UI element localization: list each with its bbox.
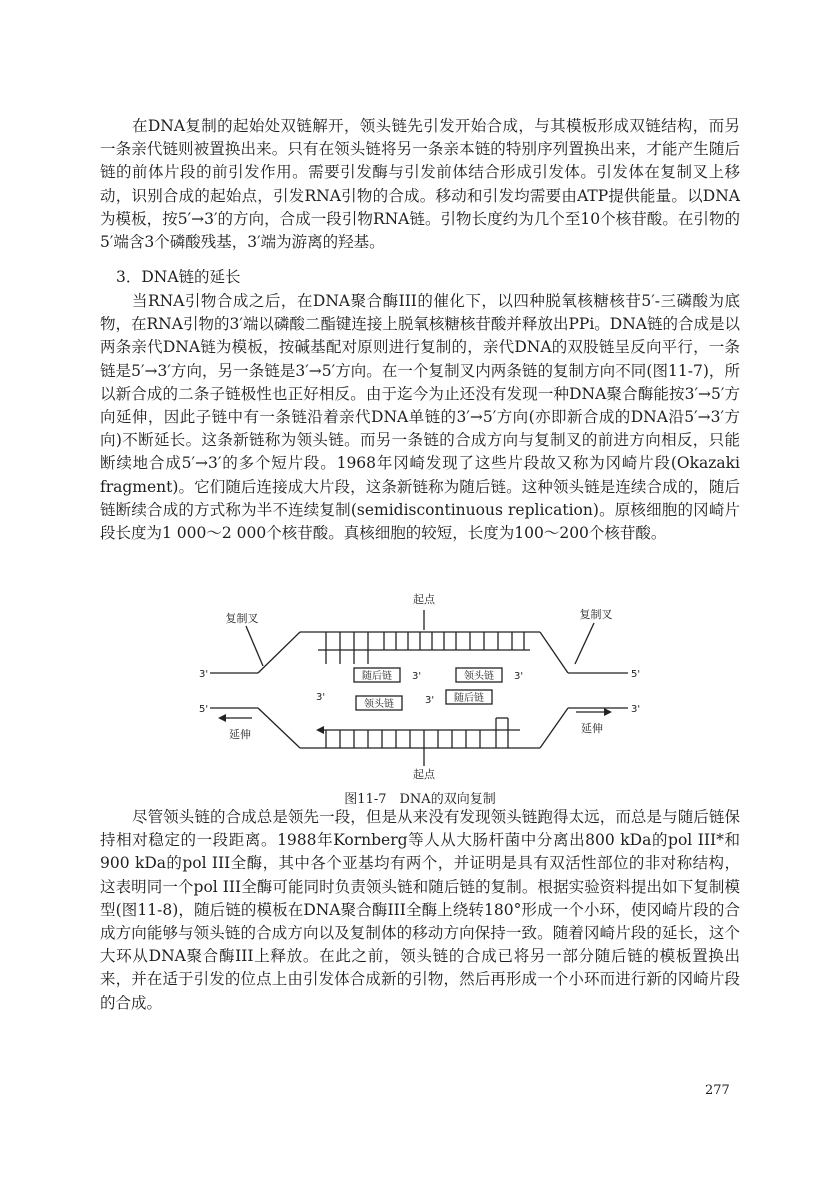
fork-label-left: 复制叉 xyxy=(225,612,259,625)
fork-label-right: 复制叉 xyxy=(579,608,613,621)
label-lagging-strand-top: 随后链 xyxy=(362,671,392,682)
mark-3-bottom-left: 3' xyxy=(316,692,326,703)
label-lagging-strand-bottom: 随后链 xyxy=(454,693,484,704)
mark-3-top-right: 3' xyxy=(514,671,524,682)
label-leading-strand-top: 领头链 xyxy=(464,671,494,682)
paragraph-2: 当RNA引物合成之后，在DNA聚合酶III的催化下，以四种脱氧核糖核苷5′-三磷酸为底物，在RNA引物的3′端以磷酸二酯键连接上脱氧核糖核苷酸并释放出PPi。DNA链的合成是以两条亲代DNA链为模板，按碱基配对原则进行复制的，亲代DNA的双股链呈反向平行，一条链是5′→3′方向，另一条链是3′→5′方向。在一个复制叉内两条链的复制方向不同(图11-7)，所以新合成的二条子链极性也正好相反。由于迄今为止还没有发现一种DNA聚合酶能按3′→5′方向延伸，因此子链中有一条链沿着亲代DNA单链的3′→5′方向(亦即新合成的DNA沿5′→3′方向)不断延长。这条新链称为领头链。而另一条链的合成方向与复制叉的前进方向相反，只能断续地合成5′→3′的多个短片段。1968年冈崎发现了这些片段故又称为冈崎片段(Okazaki fragment)。它们随后连接成大片段，这条新链称为随后链。这种领头链是连续合成的，随后链断续合成的方式称为半不连续复制(semidiscontinuous replication)。原核细胞的冈崎片段长度为1 000～2 000个核苷酸。真核细胞的较短，长度为100～200个核苷酸。 xyxy=(100,292,740,543)
elongation-label-left: 延伸 xyxy=(229,728,251,741)
end-label-5-left-bottom: 5' xyxy=(199,704,209,715)
page-number: 277 xyxy=(705,1083,730,1098)
mark-3-top-mid: 3' xyxy=(412,671,422,682)
dna-replication-figure xyxy=(190,590,650,786)
paragraph-3: 尽管领头链的合成总是领先一段，但是从来没有发现领头链跑得太远，而总是与随后链保持相对稳定的一段距离。1988年Kornberg等人从大肠杆菌中分离出800 kDa的pol III*和900 kDa的pol III全酶，其中各个亚基均有两个，并证明是具有双活性部位的非对称结构，这表明同一个pol III全酶可能同时负责领头链和随后链的复制。根据实验资料提出如下复制模型(图11-8)，随后链的模板在DNA聚合酶III全酶上绕转180°形成一个小环，使冈崎片段的合成方向能够与领头链的合成方向以及复制体的移动方向保持一致。随着冈崎片段的延长，这个大环从DNA聚合酶III上释放。在此之前，领头链的合成已将另一部分随后链的模板置换出来，并在适于引发的位点上由引发体合成新的引物，然后再形成一个小环而进行新的冈崎片段的合成。 xyxy=(100,808,740,1012)
paragraph-1: 在DNA复制的起始处双链解开，领头链先引发开始合成，与其模板形成双链结构，而另一条亲代链则被置换出来。只有在领头链将另一条亲本链的特别序列置换出来，才能产生随后链的前体片段的前引发作用。需要引发酶与引发前体结合形成引发体。引发体在复制叉上移动，识别合成的起始点，引发RNA引物的合成。移动和引发均需要由ATP提供能量。以DNA为模板，按5′→3′的方向，合成一段引物RNA链。引物长度约为几个至10个核苷酸。在引物的5′端含3个磷酸残基，3′端为游离的羟基。 xyxy=(100,117,740,252)
section-heading: 3．DNA链的延长 xyxy=(116,268,241,286)
elongation-label-right: 延伸 xyxy=(581,722,603,735)
mark-3-bottom-mid: 3' xyxy=(425,695,435,706)
end-label-5-right-top: 5' xyxy=(631,669,641,680)
origin-label-bottom: 起点 xyxy=(413,768,435,781)
label-leading-strand-bottom: 领头链 xyxy=(364,699,394,710)
end-label-3-left-top: 3' xyxy=(199,669,209,680)
end-label-3-right-bottom: 3' xyxy=(631,704,641,715)
figure-caption: 图11-7 DNA的双向复制 xyxy=(344,792,496,807)
origin-label-top: 起点 xyxy=(413,593,435,606)
